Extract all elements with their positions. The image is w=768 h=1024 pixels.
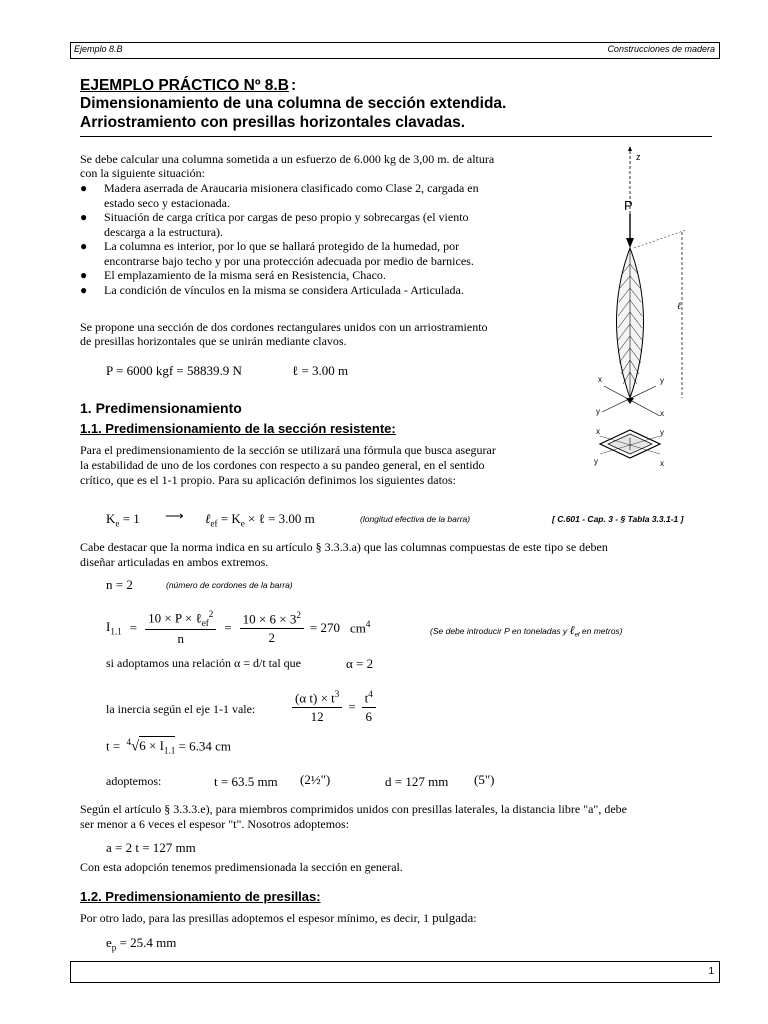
length-label: ℓ bbox=[677, 301, 682, 312]
title-line-1 bbox=[80, 77, 289, 95]
z-axis-arrow bbox=[628, 146, 632, 151]
arrow-icon: ⟶ bbox=[165, 508, 184, 523]
fraction: $\frac{t^4}{6}$ bbox=[362, 689, 376, 725]
bullet-text: La condición de vínculos en la misma se considera Articulada - Articulada. bbox=[104, 283, 464, 297]
x-label: x bbox=[660, 409, 664, 418]
a-expression: a = 2 t = 127 mm bbox=[106, 840, 196, 855]
x-label: x bbox=[598, 375, 602, 384]
intro-line-2: con la siguiente situación: bbox=[80, 166, 205, 180]
bullet-text: Situación de carga crítica por cargas de peso propio y sobrecargas (el viento bbox=[104, 210, 469, 224]
length-expression: ℓ = 3.00 m bbox=[292, 363, 349, 378]
n-note: (número de cordones de la barra) bbox=[166, 580, 293, 590]
proposal-line-1: Se propone una sección de dos cordones rectangulares unidos con un arriostramiento bbox=[80, 320, 488, 334]
inertia-text: la inercia según el eje 1-1 vale: bbox=[106, 702, 256, 716]
t-formula: $t = ^4√6 \times I_{1.1} = 6.34$ cm bbox=[106, 737, 231, 756]
bullet-dot: ● bbox=[80, 181, 88, 195]
y-label: y bbox=[660, 376, 664, 385]
title-rule bbox=[80, 136, 712, 137]
paragraph-line: la estabilidad de uno de los cordones con respecto a su pandeo general, en el sentido bbox=[80, 458, 485, 472]
x-label: x bbox=[596, 427, 600, 436]
paragraph-line: diseñar articuladas en ambos extremos. bbox=[80, 555, 269, 569]
y-label: y bbox=[594, 457, 598, 466]
load-arrow-head bbox=[626, 238, 634, 248]
y-label: y bbox=[596, 407, 600, 416]
title-colon: : bbox=[291, 77, 297, 94]
y-label: y bbox=[660, 428, 664, 437]
length-ref-top bbox=[634, 230, 686, 248]
fraction: $\frac{(\alpha t) \times t^3}{12}$ bbox=[292, 689, 342, 725]
title-line-2: Dimensionamiento de una columna de sección extendida. bbox=[80, 95, 507, 112]
load-expression: P = 6000 kgf = 58839.9 N bbox=[106, 363, 242, 378]
t-adopt: t = 63.5 mm bbox=[214, 774, 278, 789]
fraction: $\frac{10 \times P \times \ell_{ef}^2}{n}$ bbox=[145, 609, 216, 647]
column-support bbox=[626, 398, 634, 404]
x-label: x bbox=[660, 459, 664, 468]
paragraph-line: Con esta adopción tenemos predimensionada la sección en general. bbox=[80, 860, 403, 874]
load-label: P bbox=[624, 198, 633, 213]
subsection-title: 1.1. Predimensionamiento de la sección resistente: bbox=[80, 421, 396, 436]
page-header bbox=[70, 42, 720, 59]
bullet-text: estado seco y estacionada. bbox=[104, 195, 230, 210]
fraction: $\frac{10 \times 6 \times 3^2}{2}$ bbox=[240, 610, 304, 646]
inertia-note: (Se debe introducir P en toneladas y ℓ$_{ef}$ en metros) bbox=[430, 623, 623, 639]
header-right: Construcciones de madera bbox=[607, 44, 715, 54]
proposal-line-2: de presillas horizontales que se unirán mediante clavos. bbox=[80, 334, 347, 348]
section-title: 1. Predimensionamiento bbox=[80, 400, 242, 416]
paragraph-line: Según el artículo § 3.3.3.e), para miembros comprimidos unidos con presillas laterales, la distancia libre "a", debe bbox=[80, 802, 627, 816]
code-reference: [ C.601 - Cap. 3 - § Tabla 3.3.1-1 ] bbox=[552, 514, 684, 524]
n-expression: n = 2 bbox=[106, 577, 133, 592]
bullet-dot: ● bbox=[80, 268, 88, 282]
effective-length-expression: ℓ$_{ef}$ = $K_e$ × ℓ = 3.00 m bbox=[205, 511, 315, 529]
bullet-text: descarga a la estructura). bbox=[104, 224, 224, 239]
bullet-text: encontrarse bajo techo y por una protección adecuada por medio de barnices. bbox=[104, 253, 474, 268]
bullet-dot: ● bbox=[80, 239, 88, 253]
adopt-label: adoptemos: bbox=[106, 774, 162, 788]
bullet-dot: ● bbox=[80, 283, 88, 297]
alpha-text: si adoptamos una relación α = d/t tal que bbox=[106, 656, 302, 670]
inertia-fraction: $\frac{(\alpha t) \times t^3}{12}$ = $\frac{t^4}{6}$ bbox=[292, 686, 376, 728]
d-inch: (5") bbox=[474, 772, 495, 787]
z-label: z bbox=[636, 152, 641, 162]
d-adopt: d = 127 mm bbox=[385, 774, 449, 789]
intro-line-1: Se debe calcular una columna sometida a un esfuerzo de 6.000 kg de 3,00 m. de altura bbox=[80, 152, 495, 166]
inertia-formula: $I_{1.1}$ = $\frac{10 \times P \times \ell_{ef}^2}{n}$ = $\frac{10 \times 6 \times 3^2}{2}$ = 270 $cm^4$ bbox=[106, 609, 371, 646]
subsection-title: 1.2. Predimensionamiento de presillas: bbox=[80, 889, 321, 904]
title-line-3: Arriostramiento con presillas horizontales clavadas. bbox=[80, 114, 466, 131]
ep-expression: $e_p = 25.4$ mm bbox=[106, 935, 177, 953]
title-number: EJEMPLO PRÁCTICO Nº 8.B bbox=[80, 77, 289, 94]
paragraph-line: crítico, que es el 1-1 propio. Para su aplicación definimos los siguientes datos: bbox=[80, 473, 456, 487]
bullet-text: El emplazamiento de la misma será en Resistencia, Chaco. bbox=[104, 268, 386, 282]
bullet-text: Madera aserrada de Araucaria misionera clasificado como Clase 2, cargada en bbox=[104, 181, 479, 195]
alpha-value: α = 2 bbox=[346, 656, 374, 671]
page-footer bbox=[70, 961, 720, 983]
t-inch: (2½") bbox=[300, 772, 331, 787]
section-detail bbox=[594, 427, 664, 468]
bullet-dot: ● bbox=[80, 210, 88, 224]
header-left: Ejemplo 8.B bbox=[74, 44, 123, 54]
page-number: 1 bbox=[708, 966, 714, 977]
paragraph-line: Por otro lado, para las presillas adoptemos el espesor mínimo, es decir, 1 pulgada: bbox=[80, 910, 477, 925]
ke-expression: $K_e = 1$ bbox=[106, 511, 140, 529]
column-diagram bbox=[590, 146, 710, 476]
paragraph-line: Para el predimensionamiento de la sección se utilizará una fórmula que busca asegurar bbox=[80, 443, 496, 457]
bullet-text: La columna es interior, por lo que se hallará protegido de la humedad, por bbox=[104, 239, 460, 253]
effective-length-note: (longitud efectiva de la barra) bbox=[360, 514, 471, 524]
paragraph-line: ser menor a 6 veces el espesor "t". Nosotros adoptemos: bbox=[80, 817, 350, 831]
paragraph-line: Cabe destacar que la norma indica en su artículo § 3.3.3.a) que las columnas compuestas de este tipo se deben bbox=[80, 540, 608, 554]
